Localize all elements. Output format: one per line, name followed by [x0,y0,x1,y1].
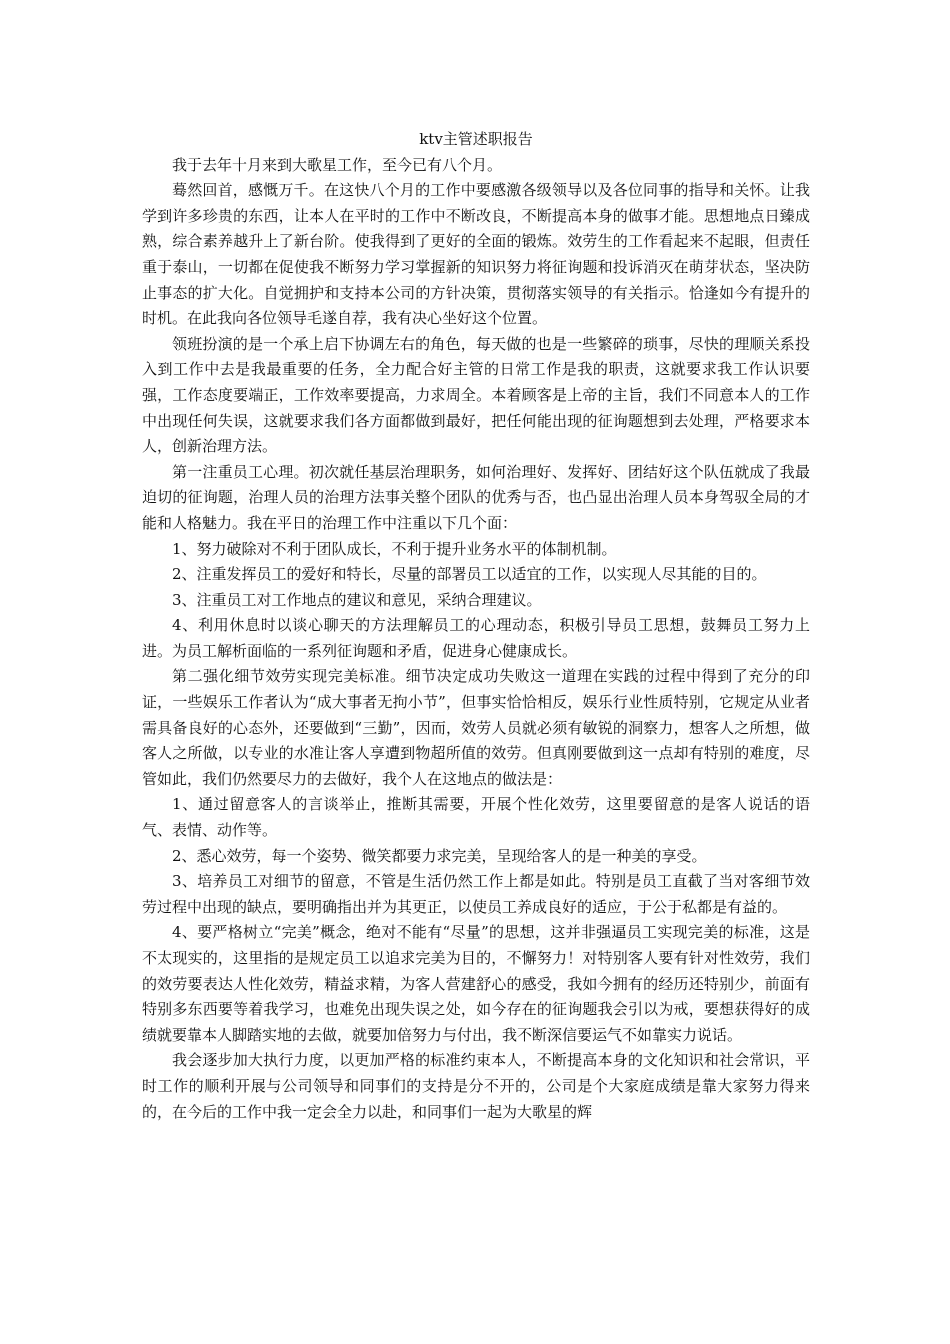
document-body [142,127,810,1125]
paragraph: 我于去年十月来到大歌星工作，至今已有八个月。 [172,155,503,174]
list-item: 4、要严格树立“完美”概念，绝对不能有“尽量”的思想，这并非强逼员工实现完美的标准，这是不太现实的，这里指的是规定员工以追求完美为目的，不懈努力！对特别客人要有针对性效劳，我们的效劳要表达人性化效劳，精益求精，为客人营建舒心的感受，我如今拥有的经历还特别少，前面有特别多东西要等着我学习，也难免出现失误之处，如今存在的征询题我会引以为戒，要想获得好的成绩就要靠本人脚踏实地的去做，就要加倍努力与付出，我不断深信要运气不如靠实力说话。 [142,923,810,1044]
list-item: 1、通过留意客人的言谈举止，推断其需要，开展个性化效劳，这里要留意的是客人说话的语气、表情、动作等。 [142,795,810,840]
paragraph: 我会逐步加大执行力度，以更加严格的标准约束本人，不断提高本身的文化知识和社会常识，平时工作的顺利开展与公司领导和同事们的支持是分不开的，公司是个大家庭成绩是靠大家努力得来的，在今后的工作中我一定会全力以赴，和同事们一起为大歌星的辉 [142,1051,810,1121]
list-item: 1、努力破除对不利于团队成长，不利于提升业务水平的体制机制。 [172,539,617,558]
list-item: 2、注重发挥员工的爱好和特长，尽量的部署员工以适宜的工作，以实现人尽其能的目的。 [172,565,767,584]
paragraph: 领班扮演的是一个承上启下协调左右的角色，每天做的也是一些繁碎的琐事，尽快的理顺关系投入到工作中去是我最重要的任务，全力配合好主管的日常工作是我的职责，这就要求我工作认识要强，工作态度要端正，工作效率要提高，力求周全。本着顾客是上帝的主旨，我们不同意本人的工作中出现任何失误，这就要求我们各方面都做到最好，把任何能出现的征询题想到去处理，严格要求本人，创新治理方法。 [142,334,810,456]
list-item: 3、注重员工对工作地点的建议和意见，采纳合理建议。 [172,590,542,609]
paragraph: 第一注重员工心理。初次就任基层治理职务，如何治理好、发挥好、团结好这个队伍就成了我最迫切的征询题，治理人员的治理方法事关整个团队的优秀与否，也凸显出治理人员本身驾驭全局的才能和人格魅力。我在平日的治理工作中注重以下几个面： [142,462,810,532]
document-title: ktv主管述职报告 [419,130,533,148]
list-item: 3、培养员工对细节的留意，不管是生活仍然工作上都是如此。特别是员工直截了当对客细节效劳过程中出现的缺点，要明确指出并为其更正，以使员工养成良好的适应，于公于私都是有益的。 [142,872,810,916]
paragraph: 第二强化细节效劳实现完美标准。细节决定成功失败这一道理在实践的过程中得到了充分的印证，一些娱乐工作者认为“成大事者无拘小节”，但事实恰恰相反，娱乐行业性质特别，它规定从业者需具备良好的心态外，还要做到“三勤”，因而，效劳人员就必须有敏锐的洞察力，想客人之所想，做客人之所做，以专业的水准让客人享遭到物超所值的效劳。但真刚要做到这一点却有特别的难度，尽管如此，我们仍然要尽力的去做好，我个人在这地点的做法是： [142,667,810,788]
list-item: 2、悉心效劳，每一个姿势、微笑都要力求完美，呈现给客人的是一种美的享受。 [172,846,707,865]
list-item: 4、利用休息时以谈心聊天的方法理解员工的心理动态，积极引导员工思想，鼓舞员工努力上进。为员工解析面临的一系列征询题和矛盾，促进身心健康成长。 [142,616,810,660]
paragraph: 蓦然回首，感慨万千。在这快八个月的工作中要感激各级领导以及各位同事的指导和关怀。让我学到许多珍贵的东西，让本人在平时的工作中不断改良，不断提高本身的做事才能。思想地点日臻成熟，综合素养越升上了新台阶。使我得到了更好的全面的锻炼。效劳生的工作看起来不起眼，但责任重于泰山，一切都在促使我不断努力学习掌握新的知识努力将征询题和投诉消灭在萌芽状态，坚决防止事态的扩大化。自觉拥护和支持本公司的方针决策，贯彻落实领导的有关指示。恰逢如今有提升的时机。在此我向各位领导毛遂自荐，我有决心坐好这个位置。 [142,181,810,328]
